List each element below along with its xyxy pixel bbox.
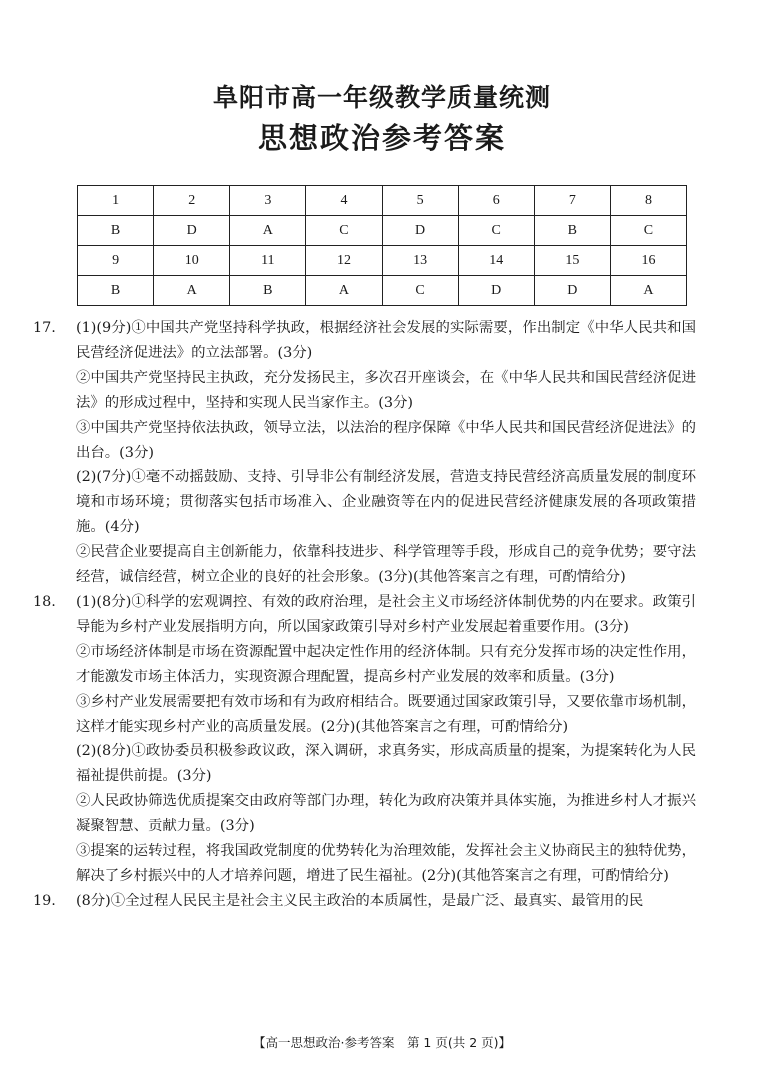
table-cell: B [78, 216, 154, 246]
answer-paragraph: ②人民政协筛选优质提案交由政府等部门办理，转化为政府决策并具体实施，为推进乡村人才振兴凝聚智慧、贡献力量。(3分) [76, 793, 696, 835]
table-cell: 3 [230, 186, 306, 216]
table-cell: 10 [154, 246, 230, 276]
table-cell: 13 [382, 246, 458, 276]
document-subtitle: 思想政治参考答案 [257, 121, 506, 155]
answer-paragraph: ②中国共产党坚持民主执政，充分发扬民主，多次召开座谈会，在《中华人民共和国民营经济促进法》的形成过程中，坚持和实现人民当家作主。(3分) [76, 369, 696, 411]
answer-content [33, 316, 696, 914]
table-cell: 4 [306, 186, 382, 216]
table-cell: A [230, 216, 306, 246]
answer-paragraph [33, 590, 696, 640]
table-cell: 8 [610, 186, 686, 216]
answer-paragraph: (2)(8分)①政协委员积极参政议政，深入调研，求真务实，形成高质量的提案，为提案转化为人民福祉提供前提。(3分) [76, 743, 696, 785]
table-cell: A [306, 276, 382, 306]
table-cell: 5 [382, 186, 458, 216]
answer-paragraph [33, 316, 696, 366]
table-cell: C [610, 216, 686, 246]
answer-paragraph: (2)(7分)①毫不动摇鼓励、支持、引导非公有制经济发展，营造支持民营经济高质量发展的制度环境和市场环境；贯彻落实包括市场准入、企业融资等在内的促进民营经济健康发展的各项政策措施。(4分) [76, 469, 696, 536]
question-number: 19. [33, 892, 56, 909]
answer-paragraph: ③乡村产业发展需要把有效市场和有为政府相结合。既要通过国家政策引导，又要依靠市场机制，这样才能实现乡村产业的高质量发展。(2分)(其他答案言之有理，可酌情给分) [76, 693, 696, 735]
table-cell: B [230, 276, 306, 306]
table-cell: C [306, 216, 382, 246]
table-cell: 7 [534, 186, 610, 216]
table-cell: D [534, 276, 610, 306]
answer-text: (8分)①全过程人民民主是社会主义民主政治的本质属性，是最广泛、最真实、最管用的民 [76, 892, 644, 909]
table-cell: D [154, 216, 230, 246]
page-footer: 【高一思想政治·参考答案 第 1 页(共 2 页)】 [252, 1035, 512, 1050]
table-row [78, 216, 687, 246]
table-row [78, 186, 687, 216]
answer-paragraph: ②市场经济体制是市场在资源配置中起决定性作用的经济体制。只有充分发挥市场的决定性作用，才能激发市场主体活力，实现资源合理配置，提高乡村产业发展的效率和质量。(3分) [76, 643, 696, 685]
table-cell: 9 [78, 246, 154, 276]
answer-text: (1)(9分)①中国共产党坚持科学执政，根据经济社会发展的实际需要，作出制定《中华人民共和国民营经济促进法》的立法部署。(3分) [76, 320, 696, 361]
table-cell: A [154, 276, 230, 306]
answer-paragraph [33, 889, 696, 914]
table-cell: 6 [458, 186, 534, 216]
question-17 [33, 316, 696, 590]
answer-text: (1)(8分)①科学的宏观调控、有效的政府治理，是社会主义市场经济体制优势的内在要求。政策引导能为乡村产业发展指明方向，所以国家政策引导对乡村产业发展起着重要作用。(3分) [76, 593, 696, 635]
answer-table [77, 185, 687, 306]
table-cell: B [78, 276, 154, 306]
table-row [78, 246, 687, 276]
table-cell: 2 [154, 186, 230, 216]
table-cell: D [382, 216, 458, 246]
table-cell: B [534, 216, 610, 246]
question-number: 17. [33, 320, 56, 336]
table-cell: 14 [458, 246, 534, 276]
table-cell: 1 [78, 186, 154, 216]
table-cell: C [382, 276, 458, 306]
document-title: 阜阳市高一年级教学质量统测 [212, 83, 551, 112]
table-cell: 11 [230, 246, 306, 276]
table-cell: C [458, 216, 534, 246]
question-number: 18. [33, 593, 56, 610]
table-cell: 12 [306, 246, 382, 276]
table-cell: 16 [610, 246, 686, 276]
table-row [78, 276, 687, 306]
question-18 [33, 590, 696, 889]
answer-paragraph: ③提案的运转过程，将我国政党制度的优势转化为治理效能，发挥社会主义协商民主的独特优势，解决了乡村振兴中的人才培养问题，增进了民生福祉。(2分)(其他答案言之有理，可酌情给分) [76, 843, 696, 884]
table-cell: D [458, 276, 534, 306]
table-cell: 15 [534, 246, 610, 276]
answer-paragraph: ②民营企业要提高自主创新能力，依靠科技进步、科学管理等手段，形成自己的竞争优势；要守法经营，诚信经营，树立企业的良好的社会形象。(3分)(其他答案言之有理，可酌情给分) [76, 544, 696, 586]
answer-paragraph: ③中国共产党坚持依法执政，领导立法，以法治的程序保障《中华人民共和国民营经济促进法》的出台。(3分) [76, 419, 696, 461]
question-19 [33, 889, 696, 914]
table-cell: A [610, 276, 686, 306]
